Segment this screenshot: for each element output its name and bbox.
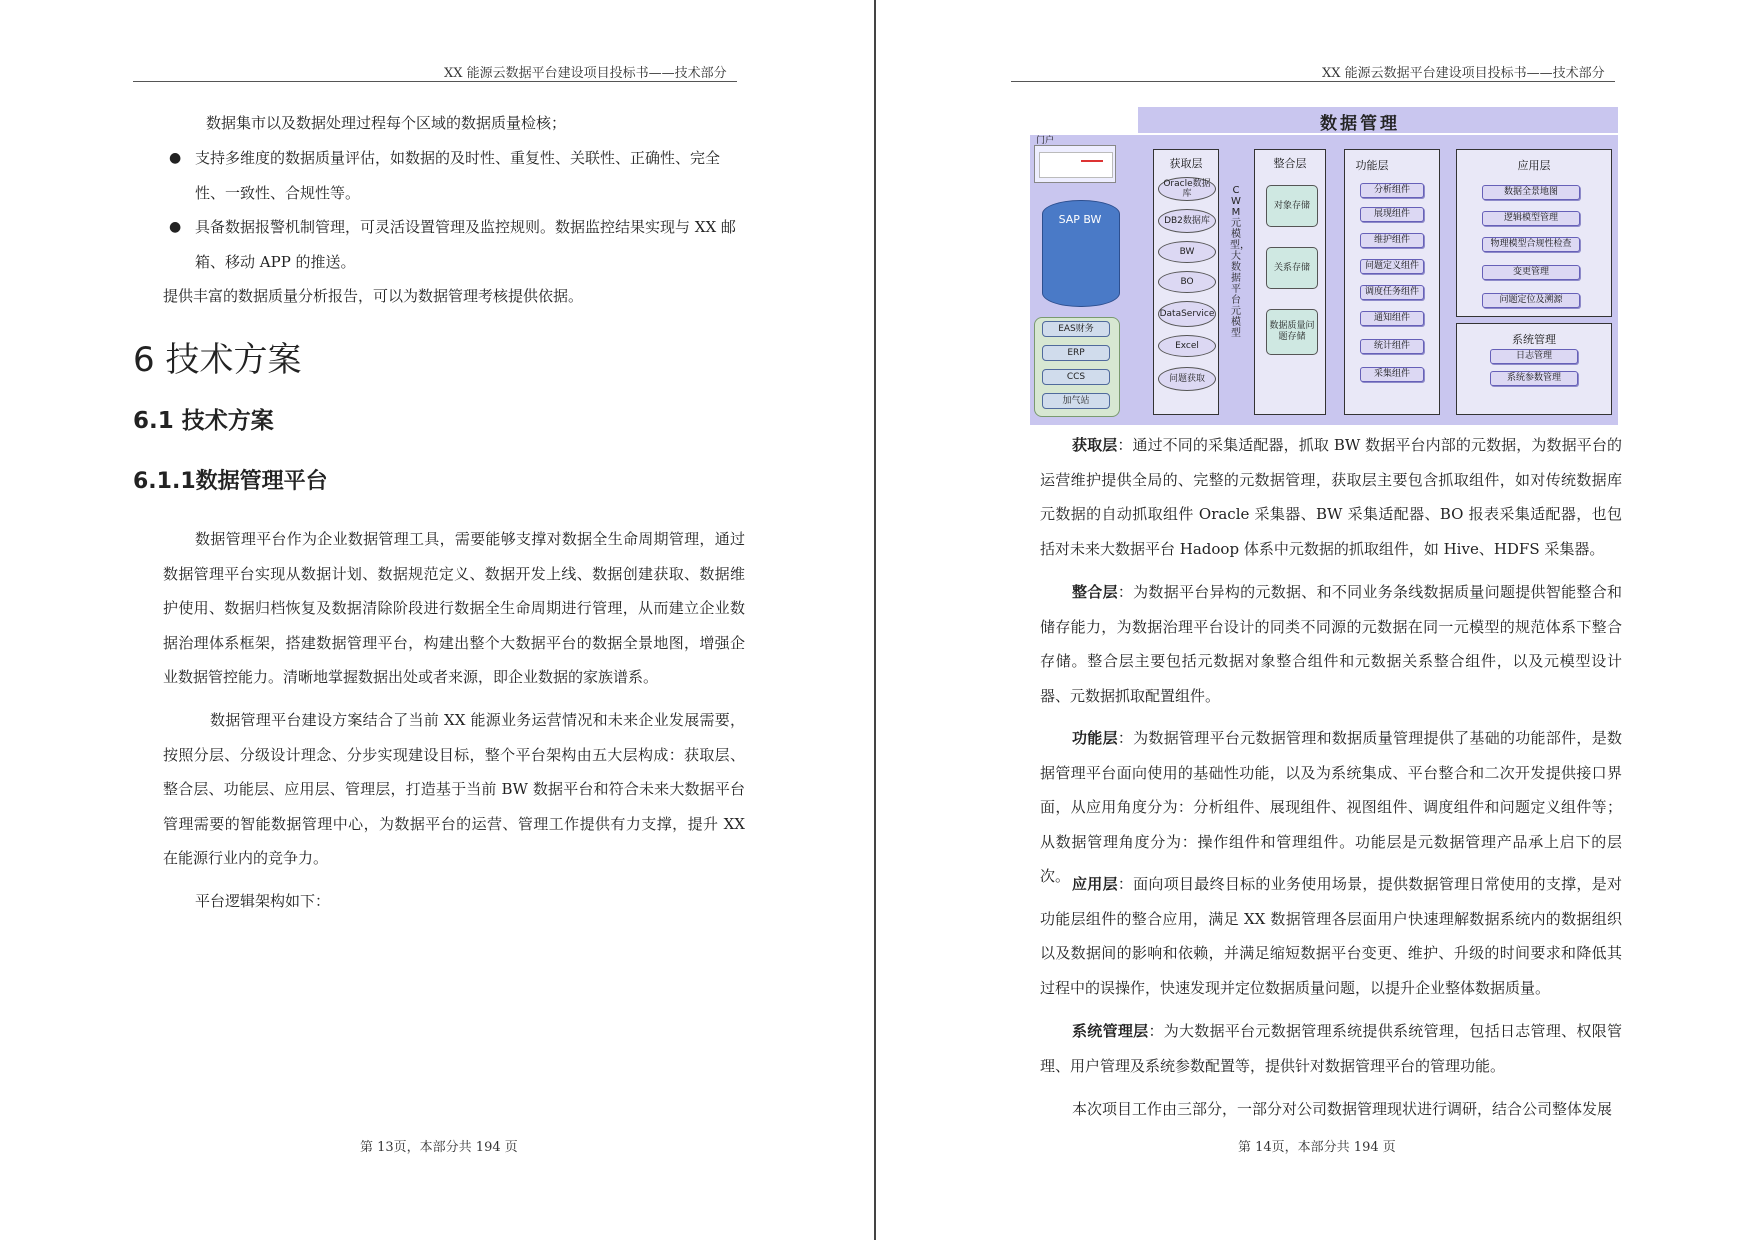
source-erp: ERP xyxy=(1042,345,1110,361)
acquire-item: Excel xyxy=(1158,335,1216,357)
function-item: 分析组件 xyxy=(1360,183,1424,198)
integrate-layer-title: 整合层 xyxy=(1273,157,1307,170)
function-item: 问题定义组件 xyxy=(1360,259,1424,274)
right-paragraph-label: 功能层 xyxy=(1072,729,1118,747)
acquire-layer-title: 获取层 xyxy=(1169,157,1203,170)
paragraph-1 xyxy=(163,522,745,695)
function-item: 统计组件 xyxy=(1360,339,1424,354)
function-item: 展现组件 xyxy=(1360,207,1424,222)
bullet-text: 支持多维度的数据质量评估，如数据的及时性、重复性、关联性、正确性、完全性、一致性、合规性等。 xyxy=(195,149,721,202)
function-item: 采集组件 xyxy=(1360,367,1424,382)
right-paragraph xyxy=(1040,575,1622,713)
source-gas-station: 加气站 xyxy=(1042,393,1110,409)
app-item: 数据全景地图 xyxy=(1482,185,1580,200)
app-item: 逻辑模型管理 xyxy=(1482,211,1580,226)
page-header: XX 能源云数据平台建设项目投标书——技术部分 xyxy=(444,66,727,81)
portal-box xyxy=(1034,145,1116,183)
right-paragraph-label: 应用层 xyxy=(1072,875,1118,893)
function-item: 维护组件 xyxy=(1360,233,1424,248)
heading-1: 6 技术方案 xyxy=(133,340,302,380)
app-layer-title: 应用层 xyxy=(1517,159,1551,172)
acquire-item: 问题获取 xyxy=(1158,367,1216,391)
cwm-vertical-text: CWM元模型，大数据平台元模型 xyxy=(1230,185,1250,339)
sap-bw-label: SAP BW xyxy=(1058,213,1102,226)
paragraph-report: 提供丰富的数据质量分析报告，可以为数据管理考核提供依据。 xyxy=(163,287,584,305)
right-paragraph-text: ：通过不同的采集适配器，抓取 BW 数据平台内部的元数据，为数据平台的运营维护提供全局的、完整的元数据管理，获取层主要包含抓取组件，如对传统数据库元数据的自动抓取组件 Oracle 采集器、BW 采集适配器、BO 报表采集适配器，也包括对未来大数据平台 Hadoop 体系中元数据的抓取组件，如 Hive、HDFS 采集器。 xyxy=(1040,436,1622,558)
integrate-item: 对象存储 xyxy=(1266,185,1318,227)
right-paragraph-text: ：为数据平台异构的元数据、和不同业务条线数据质量问题提供智能整合和储存能力，为数据治理平台设计的同类不同源的元数据在同一元模型的规范体系下整合存储。整合层主要包括元数据对象整合组件和元数据关系整合组件，以及元模型设计器、元数据抓取配置组件。 xyxy=(1040,583,1622,705)
right-paragraph-last-text: 本次项目工作由三部分，一部分对公司数据管理现状进行调研，结合公司整体发展 xyxy=(1072,1100,1613,1118)
paragraph-2 xyxy=(163,703,745,876)
acquire-item: DataService xyxy=(1158,301,1216,327)
sys-item: 系统参数管理 xyxy=(1490,371,1578,386)
acquire-item: BW xyxy=(1158,241,1216,263)
header-rule xyxy=(133,81,737,82)
header-rule xyxy=(1011,81,1615,82)
app-item: 问题定位及溯源 xyxy=(1482,293,1580,308)
architecture-diagram xyxy=(1030,105,1620,425)
app-item: 变更管理 xyxy=(1482,265,1580,280)
app-item: 物理模型合规性检查 xyxy=(1482,237,1580,252)
page-footer: 第 13页，本部分共 194 页 xyxy=(360,1140,518,1155)
function-layer-title: 功能层 xyxy=(1355,159,1389,172)
right-paragraph-label: 获取层 xyxy=(1072,436,1118,454)
right-paragraph-label: 系统管理层 xyxy=(1072,1022,1149,1040)
right-paragraph xyxy=(1040,428,1622,566)
right-paragraph-text: ：为大数据平台元数据管理系统提供系统管理，包括日志管理、权限管理、用户管理及系统参数配置等，提供针对数据管理平台的管理功能。 xyxy=(1040,1022,1622,1075)
function-item: 调度任务组件 xyxy=(1360,285,1424,300)
function-item: 通知组件 xyxy=(1360,311,1424,326)
acquire-item: DB2数据库 xyxy=(1158,209,1216,233)
source-ccs: CCS xyxy=(1042,369,1110,385)
source-eas: EAS财务 xyxy=(1042,321,1110,337)
page-header: XX 能源云数据平台建设项目投标书——技术部分 xyxy=(1322,66,1605,81)
integrate-item: 关系存储 xyxy=(1266,247,1318,289)
paragraph-1-text: 数据管理平台作为企业数据管理工具，需要能够支撑对数据全生命周期管理，通过数据管理平台实现从数据计划、数据规范定义、数据开发上线、数据创建获取、数据维护使用、数据归档恢复及数据清除阶段进行数据全生命周期进行管理，从而建立企业数据治理体系框架，搭建数据管理平台，构建出整个大数据平台的数据全景地图，增强企业数据管控能力。清晰地掌握数据出处或者来源，即企业数据的家族谱系。 xyxy=(163,530,745,686)
right-paragraph-text: ：面向项目最终目标的业务使用场景，提供数据管理日常使用的支撑，是对功能层组件的整合应用，满足 XX 数据管理各层面用户快速理解数据系统内的数据组织以及数据间的影响和依赖，并满足缩短数据平台变更、维护、升级的时间要求和降低其过程中的误操作，快速发现并定位数据质量问题，以提升企业整体数据质量。 xyxy=(1040,875,1622,997)
right-paragraph xyxy=(1040,867,1622,1005)
acquire-item: BO xyxy=(1158,271,1216,293)
integrate-item: 数据质量问题存储 xyxy=(1266,309,1318,355)
right-paragraph-label: 整合层 xyxy=(1072,583,1118,601)
acquire-item: Oracle数据库 xyxy=(1158,177,1216,201)
bullet-dot-icon: ● xyxy=(169,150,182,166)
sys-mgmt-title: 系统管理 xyxy=(1512,333,1556,346)
right-paragraph-last xyxy=(1040,1092,1622,1127)
bullet-item xyxy=(169,141,745,210)
app-layer xyxy=(1456,149,1612,317)
left-page xyxy=(0,0,876,1240)
portal-label: 门户 xyxy=(1036,136,1055,146)
bullet-text: 具备数据报警机制管理，可灵活设置管理及监控规则。数据监控结果实现与 XX 邮箱、移动 APP 的推送。 xyxy=(195,218,736,271)
diagram-title: 数据管理 xyxy=(1320,114,1400,134)
sys-item: 日志管理 xyxy=(1490,349,1578,364)
bullet-dot-icon: ● xyxy=(169,219,182,235)
heading-3: 6.1.1数据管理平台 xyxy=(133,469,328,494)
page-footer: 第 14页，本部分共 194 页 xyxy=(1238,1140,1396,1155)
right-paragraph xyxy=(1040,1014,1622,1083)
paragraph-3: 平台逻辑架构如下： xyxy=(195,892,331,910)
bullet-item xyxy=(169,210,745,279)
paragraph-2-text: 数据管理平台建设方案结合了当前 XX 能源业务运营情况和未来企业发展需要，按照分层、分级设计理念、分步实现建设目标，整个平台架构由五大层构成：获取层、整合层、功能层、应用层、管理层，打造基于当前 BW 数据平台和符合未来大数据平台管理需要的智能数据管理中心，为数据平台的运营、管理工作提供有力支撑，提升 XX 在能源行业内的竞争力。 xyxy=(163,711,745,867)
paragraph-intro: 数据集市以及数据处理过程每个区域的数据质量检核； xyxy=(206,114,567,132)
right-paragraph-text: ：为数据管理平台元数据管理和数据质量管理提供了基础的功能部件，是数据管理平台面向使用的基础性功能，以及为系统集成、平台整合和二次开发提供接口界面，从应用角度分为：分析组件、展现组件、视图组件、调度组件和问题定义组件等；从数据管理角度分为：操作组件和管理组件。功能层是元数据管理产品承上启下的层次。 xyxy=(1040,729,1622,885)
heading-2: 6.1 技术方案 xyxy=(133,408,274,434)
